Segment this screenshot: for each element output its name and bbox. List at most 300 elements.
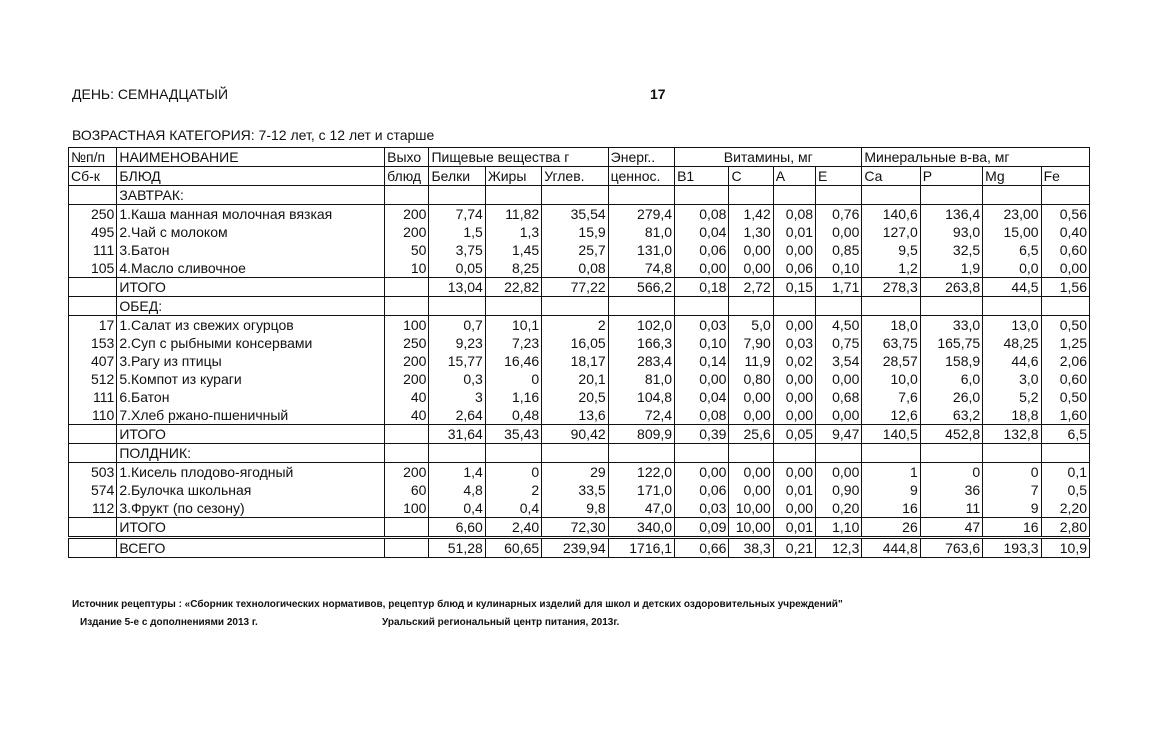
page-number: 17 <box>650 86 666 102</box>
value-cell: 171,0 <box>608 481 674 499</box>
value-cell: 60 <box>385 481 429 499</box>
dish-row <box>69 388 1090 406</box>
section-title-row <box>69 444 1090 463</box>
value-cell: 0,5 <box>1041 481 1089 499</box>
value-cell: 33,5 <box>542 481 608 499</box>
value-cell: 9,23 <box>429 334 485 352</box>
value-cell: 122,0 <box>608 463 674 482</box>
recipe-number: 111 <box>69 388 117 406</box>
value-cell: 200 <box>385 223 429 241</box>
value-cell: 1,10 <box>816 518 862 538</box>
value-cell: 13,0 <box>983 316 1041 335</box>
value-cell: 93,0 <box>920 223 982 241</box>
value-cell: 1 <box>862 463 920 482</box>
value-cell: 809,9 <box>608 425 674 444</box>
grand-total-row <box>69 538 1090 558</box>
empty-cell <box>920 444 982 463</box>
value-cell: 452,8 <box>920 425 982 444</box>
recipe-number: 153 <box>69 334 117 352</box>
value-cell: 15,00 <box>983 223 1041 241</box>
empty-cell <box>485 297 541 316</box>
value-cell: 16,05 <box>542 334 608 352</box>
col-header-name-2: БЛЮД <box>117 167 385 186</box>
empty-cell <box>1041 444 1089 463</box>
value-cell: 81,0 <box>608 370 674 388</box>
col-header-yield-2: блюд <box>385 167 429 186</box>
empty-cell <box>1041 186 1089 205</box>
value-cell: 72,30 <box>542 518 608 538</box>
value-cell: 1,71 <box>816 278 862 297</box>
value-cell: 7 <box>983 481 1041 499</box>
value-cell: 0,60 <box>1041 370 1089 388</box>
menu-table <box>68 147 1090 558</box>
value-cell: 7,6 <box>862 388 920 406</box>
value-cell: 0 <box>485 370 541 388</box>
value-cell: 0,06 <box>675 481 729 499</box>
value-cell: 444,8 <box>862 538 920 558</box>
value-cell: 35,54 <box>542 205 608 224</box>
value-cell: 26 <box>862 518 920 538</box>
dish-name: ИТОГО <box>117 278 385 297</box>
value-cell: 2,80 <box>1041 518 1089 538</box>
recipe-number <box>69 425 117 444</box>
value-cell: 1,2 <box>862 259 920 278</box>
dish-name: 7.Хлеб ржано-пшеничный <box>117 406 385 425</box>
value-cell: 38,3 <box>729 538 773 558</box>
empty-cell <box>385 444 429 463</box>
value-cell: 6,60 <box>429 518 485 538</box>
value-cell: 13,04 <box>429 278 485 297</box>
dish-row <box>69 241 1090 259</box>
col-header-carbs: Углев. <box>542 167 608 186</box>
value-cell: 12,6 <box>862 406 920 425</box>
value-cell: 16 <box>983 518 1041 538</box>
value-cell: 100 <box>385 316 429 335</box>
value-cell: 131,0 <box>608 241 674 259</box>
col-header-name: НАИМЕНОВАНИЕ <box>117 148 385 167</box>
value-cell: 0,4 <box>429 499 485 518</box>
value-cell: 0,15 <box>773 278 815 297</box>
value-cell: 0,50 <box>1041 316 1089 335</box>
section-title: ОБЕД: <box>117 297 385 316</box>
value-cell <box>385 278 429 297</box>
value-cell: 6,5 <box>1041 425 1089 444</box>
col-header-mg: Mg <box>983 167 1041 186</box>
dish-name: 3.Рагу из птицы <box>117 352 385 370</box>
value-cell: 10,9 <box>1041 538 1089 558</box>
dish-row <box>69 481 1090 499</box>
value-cell: 0,4 <box>485 499 541 518</box>
day-title: ДЕНЬ: СЕМНАДЦАТЫЙ <box>72 86 229 102</box>
empty-cell <box>485 444 541 463</box>
value-cell: 0,00 <box>729 463 773 482</box>
value-cell <box>385 538 429 558</box>
value-cell: 340,0 <box>608 518 674 538</box>
value-cell: 3,75 <box>429 241 485 259</box>
value-cell: 0,08 <box>542 259 608 278</box>
value-cell: 72,4 <box>608 406 674 425</box>
value-cell: 47 <box>920 518 982 538</box>
value-cell: 16 <box>862 499 920 518</box>
dish-row <box>69 259 1090 278</box>
empty-cell <box>608 297 674 316</box>
value-cell: 3 <box>429 388 485 406</box>
col-header-minerals: Минеральные в-ва, мг <box>862 148 1090 167</box>
value-cell: 1,42 <box>729 205 773 224</box>
age-category: ВОЗРАСТНАЯ КАТЕГОРИЯ: 7-12 лет, с 12 лет и старше <box>72 127 435 143</box>
value-cell: 763,6 <box>920 538 982 558</box>
value-cell: 4,8 <box>429 481 485 499</box>
recipe-number: 574 <box>69 481 117 499</box>
value-cell: 0,03 <box>675 316 729 335</box>
empty-cell <box>385 186 429 205</box>
value-cell: 63,75 <box>862 334 920 352</box>
empty-cell <box>542 297 608 316</box>
empty-cell <box>69 186 117 205</box>
col-header-num: №п/п <box>69 148 117 167</box>
value-cell: 2,06 <box>1041 352 1089 370</box>
value-cell: 11 <box>920 499 982 518</box>
value-cell: 7,74 <box>429 205 485 224</box>
value-cell: 0 <box>983 463 1041 482</box>
value-cell: 51,28 <box>429 538 485 558</box>
value-cell: 0 <box>920 463 982 482</box>
header-row-2 <box>69 167 1090 186</box>
value-cell: 0,00 <box>816 223 862 241</box>
value-cell: 0,40 <box>1041 223 1089 241</box>
value-cell: 0,10 <box>675 334 729 352</box>
empty-cell <box>773 186 815 205</box>
value-cell: 158,9 <box>920 352 982 370</box>
empty-cell <box>773 297 815 316</box>
value-cell: 0,00 <box>816 370 862 388</box>
empty-cell <box>729 297 773 316</box>
empty-cell <box>1041 297 1089 316</box>
value-cell: 44,5 <box>983 278 1041 297</box>
value-cell: 0,7 <box>429 316 485 335</box>
dish-row <box>69 205 1090 224</box>
value-cell: 63,2 <box>920 406 982 425</box>
value-cell: 40 <box>385 406 429 425</box>
recipe-number: 112 <box>69 499 117 518</box>
value-cell: 0,66 <box>675 538 729 558</box>
value-cell: 9 <box>862 481 920 499</box>
value-cell: 33,0 <box>920 316 982 335</box>
empty-cell <box>429 186 485 205</box>
empty-cell <box>862 297 920 316</box>
value-cell: 278,3 <box>862 278 920 297</box>
value-cell: 1,4 <box>429 463 485 482</box>
dish-name: 3.Батон <box>117 241 385 259</box>
value-cell: 0,00 <box>816 463 862 482</box>
value-cell: 0 <box>485 463 541 482</box>
value-cell: 200 <box>385 352 429 370</box>
value-cell: 3,54 <box>816 352 862 370</box>
value-cell: 0,00 <box>729 259 773 278</box>
value-cell: 9,5 <box>862 241 920 259</box>
value-cell: 0,08 <box>675 406 729 425</box>
value-cell: 0,08 <box>773 205 815 224</box>
dish-name: 6.Батон <box>117 388 385 406</box>
dish-row <box>69 370 1090 388</box>
value-cell: 239,94 <box>542 538 608 558</box>
dish-row <box>69 223 1090 241</box>
value-cell: 10,00 <box>729 518 773 538</box>
value-cell: 165,75 <box>920 334 982 352</box>
value-cell: 0,01 <box>773 481 815 499</box>
dish-name: 1.Кисель плодово-ягодный <box>117 463 385 482</box>
value-cell: 15,77 <box>429 352 485 370</box>
value-cell: 200 <box>385 463 429 482</box>
value-cell <box>385 425 429 444</box>
value-cell: 50 <box>385 241 429 259</box>
empty-cell <box>983 297 1041 316</box>
value-cell: 100 <box>385 499 429 518</box>
value-cell: 12,3 <box>816 538 862 558</box>
value-cell: 200 <box>385 370 429 388</box>
section-title: ЗАВТРАК: <box>117 186 385 205</box>
value-cell: 18,0 <box>862 316 920 335</box>
value-cell: 0,01 <box>773 223 815 241</box>
empty-cell <box>485 186 541 205</box>
section-title: ПОЛДНИК: <box>117 444 385 463</box>
value-cell: 0,80 <box>729 370 773 388</box>
value-cell: 0,21 <box>773 538 815 558</box>
value-cell: 140,5 <box>862 425 920 444</box>
value-cell: 9,47 <box>816 425 862 444</box>
value-cell: 9 <box>983 499 1041 518</box>
empty-cell <box>608 186 674 205</box>
value-cell: 44,6 <box>983 352 1041 370</box>
dish-name: 2.Булочка школьная <box>117 481 385 499</box>
value-cell: 0,00 <box>675 463 729 482</box>
empty-cell <box>69 297 117 316</box>
value-cell: 2,72 <box>729 278 773 297</box>
dish-name: 5.Компот из кураги <box>117 370 385 388</box>
empty-cell <box>862 186 920 205</box>
value-cell: 0,00 <box>675 370 729 388</box>
value-cell: 0,03 <box>773 334 815 352</box>
value-cell: 1716,1 <box>608 538 674 558</box>
value-cell: 0,03 <box>675 499 729 518</box>
value-cell: 1,5 <box>429 223 485 241</box>
value-cell: 47,0 <box>608 499 674 518</box>
value-cell: 566,2 <box>608 278 674 297</box>
source-note: Источник рецептуры : «Сборник технологических нормативов, рецептур блюд и кулинарных изделий для школ и детских оздоровительных учреждений" <box>72 599 843 610</box>
value-cell: 13,6 <box>542 406 608 425</box>
value-cell: 0,50 <box>1041 388 1089 406</box>
value-cell: 9,8 <box>542 499 608 518</box>
edition-note: Издание 5-е с дополнениями 2013 г. <box>80 617 258 628</box>
value-cell: 0,00 <box>773 316 815 335</box>
empty-cell <box>429 297 485 316</box>
value-cell: 0,39 <box>675 425 729 444</box>
value-cell: 1,60 <box>1041 406 1089 425</box>
value-cell: 0,68 <box>816 388 862 406</box>
dish-name: 4.Масло сливочное <box>117 259 385 278</box>
value-cell: 102,0 <box>608 316 674 335</box>
col-header-b1: В1 <box>675 167 729 186</box>
dish-name: 1.Каша манная молочная вязкая <box>117 205 385 224</box>
value-cell: 7,90 <box>729 334 773 352</box>
value-cell: 1,30 <box>729 223 773 241</box>
value-cell: 11,9 <box>729 352 773 370</box>
value-cell: 0,0 <box>983 259 1041 278</box>
value-cell: 0,56 <box>1041 205 1089 224</box>
value-cell: 18,8 <box>983 406 1041 425</box>
empty-cell <box>675 186 729 205</box>
value-cell: 15,9 <box>542 223 608 241</box>
empty-cell <box>816 297 862 316</box>
value-cell: 0,00 <box>773 241 815 259</box>
empty-cell <box>920 186 982 205</box>
empty-cell <box>983 444 1041 463</box>
value-cell: 200 <box>385 205 429 224</box>
recipe-number <box>69 518 117 538</box>
value-cell: 0,00 <box>773 406 815 425</box>
value-cell: 4,50 <box>816 316 862 335</box>
col-header-yield: Выхо <box>385 148 429 167</box>
value-cell: 0,48 <box>485 406 541 425</box>
recipe-number <box>69 538 117 558</box>
recipe-number: 503 <box>69 463 117 482</box>
value-cell: 0,75 <box>816 334 862 352</box>
value-cell: 32,5 <box>920 241 982 259</box>
value-cell: 104,8 <box>608 388 674 406</box>
value-cell: 1,9 <box>920 259 982 278</box>
empty-cell <box>675 444 729 463</box>
col-header-protein: Белки <box>429 167 485 186</box>
value-cell: 0,02 <box>773 352 815 370</box>
value-cell: 2,40 <box>485 518 541 538</box>
value-cell: 1,25 <box>1041 334 1089 352</box>
value-cell: 0,76 <box>816 205 862 224</box>
dish-name: 1.Салат из свежих огурцов <box>117 316 385 335</box>
value-cell: 26,0 <box>920 388 982 406</box>
empty-cell <box>69 444 117 463</box>
value-cell: 6,0 <box>920 370 982 388</box>
value-cell: 20,1 <box>542 370 608 388</box>
value-cell: 11,82 <box>485 205 541 224</box>
value-cell: 0,09 <box>675 518 729 538</box>
value-cell: 7,23 <box>485 334 541 352</box>
recipe-number: 17 <box>69 316 117 335</box>
empty-cell <box>429 444 485 463</box>
value-cell: 22,82 <box>485 278 541 297</box>
value-cell: 0,1 <box>1041 463 1089 482</box>
value-cell: 0,00 <box>816 406 862 425</box>
empty-cell <box>542 444 608 463</box>
value-cell: 25,7 <box>542 241 608 259</box>
section-total-row <box>69 518 1090 538</box>
dish-row <box>69 352 1090 370</box>
col-header-num-2: Сб-к <box>69 167 117 186</box>
value-cell: 0,05 <box>773 425 815 444</box>
value-cell: 0,00 <box>729 388 773 406</box>
col-header-p: Р <box>920 167 982 186</box>
value-cell: 6,5 <box>983 241 1041 259</box>
value-cell: 90,42 <box>542 425 608 444</box>
value-cell: 2 <box>542 316 608 335</box>
value-cell: 40 <box>385 388 429 406</box>
value-cell: 0,10 <box>816 259 862 278</box>
value-cell: 18,17 <box>542 352 608 370</box>
value-cell: 250 <box>385 334 429 352</box>
value-cell: 60,65 <box>485 538 541 558</box>
dish-name: 3.Фрукт (по сезону) <box>117 499 385 518</box>
col-header-nutrients: Пищевые вещества г <box>429 148 608 167</box>
dish-name: 2.Чай с молоком <box>117 223 385 241</box>
empty-cell <box>608 444 674 463</box>
value-cell: 28,57 <box>862 352 920 370</box>
value-cell: 0,3 <box>429 370 485 388</box>
value-cell: 31,64 <box>429 425 485 444</box>
value-cell: 0,18 <box>675 278 729 297</box>
value-cell: 0,00 <box>773 499 815 518</box>
value-cell: 20,5 <box>542 388 608 406</box>
value-cell: 2 <box>485 481 541 499</box>
section-total-row <box>69 425 1090 444</box>
value-cell: 2,64 <box>429 406 485 425</box>
value-cell: 0,00 <box>773 370 815 388</box>
dish-row <box>69 463 1090 482</box>
value-cell: 5,2 <box>983 388 1041 406</box>
dish-row <box>69 316 1090 335</box>
value-cell: 0,14 <box>675 352 729 370</box>
col-header-energy: Энерг.. <box>608 148 674 167</box>
value-cell: 263,8 <box>920 278 982 297</box>
empty-cell <box>729 444 773 463</box>
value-cell: 77,22 <box>542 278 608 297</box>
value-cell: 5,0 <box>729 316 773 335</box>
value-cell: 81,0 <box>608 223 674 241</box>
recipe-number: 512 <box>69 370 117 388</box>
dish-row <box>69 499 1090 518</box>
empty-cell <box>862 444 920 463</box>
value-cell: 166,3 <box>608 334 674 352</box>
value-cell: 1,3 <box>485 223 541 241</box>
empty-cell <box>773 444 815 463</box>
publisher-note: Уральский региональный центр питания, 2013г. <box>382 617 620 628</box>
value-cell: 283,4 <box>608 352 674 370</box>
value-cell: 0,06 <box>675 241 729 259</box>
value-cell: 127,0 <box>862 223 920 241</box>
empty-cell <box>729 186 773 205</box>
empty-cell <box>816 444 862 463</box>
value-cell: 10,0 <box>862 370 920 388</box>
value-cell: 0,06 <box>773 259 815 278</box>
empty-cell <box>385 297 429 316</box>
recipe-number: 105 <box>69 259 117 278</box>
section-title-row <box>69 186 1090 205</box>
dish-row <box>69 334 1090 352</box>
recipe-number: 407 <box>69 352 117 370</box>
empty-cell <box>983 186 1041 205</box>
dish-name: ИТОГО <box>117 518 385 538</box>
value-cell: 36 <box>920 481 982 499</box>
value-cell: 48,25 <box>983 334 1041 352</box>
col-header-energy-2: ценнос. <box>608 167 674 186</box>
value-cell: 0,85 <box>816 241 862 259</box>
value-cell: 8,25 <box>485 259 541 278</box>
recipe-number <box>69 278 117 297</box>
value-cell: 0,00 <box>1041 259 1089 278</box>
value-cell: 0,00 <box>729 406 773 425</box>
col-header-vitamins: Витамины, мг <box>675 148 862 167</box>
value-cell: 0,00 <box>773 388 815 406</box>
value-cell: 0,00 <box>729 241 773 259</box>
empty-cell <box>816 186 862 205</box>
